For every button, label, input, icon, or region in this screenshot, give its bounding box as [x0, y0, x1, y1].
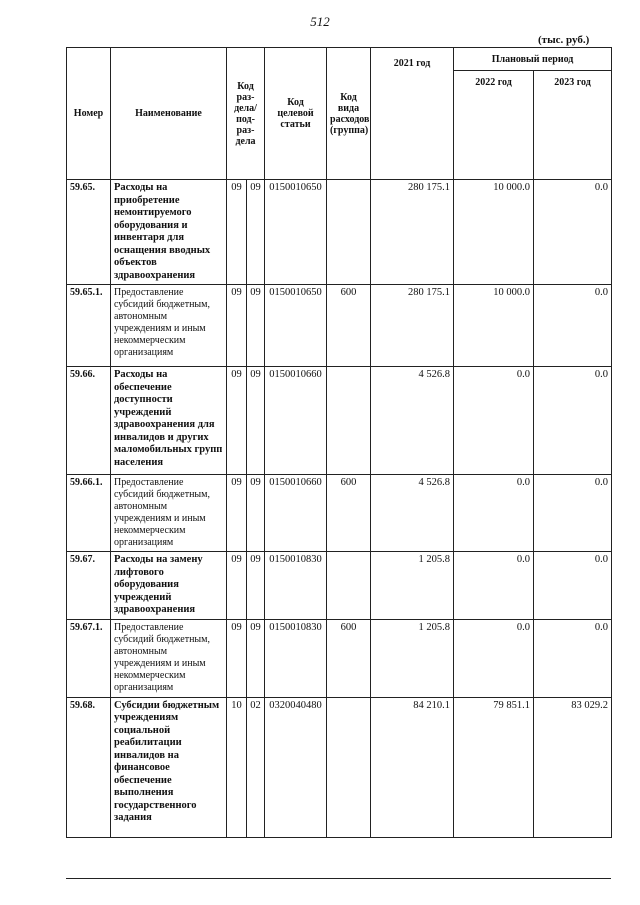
- row-name: Субсидии бюджетным учреждениям социальной реабилитации инвалидов на финансовое обеспечение выполнения государственного задания: [111, 697, 227, 837]
- header-name: Наименование: [111, 48, 227, 180]
- header-section: Код раз-дела/ под-раз-дела: [227, 48, 265, 180]
- row-section: 09: [227, 367, 247, 475]
- row-value-2021: 1 205.8: [371, 619, 454, 697]
- footer-divider: [66, 878, 611, 879]
- table-row: [67, 697, 612, 837]
- row-number: 59.66.: [67, 367, 111, 475]
- row-section: 09: [227, 285, 247, 367]
- row-subsection: 02: [247, 697, 265, 837]
- header-2023: 2023 год: [534, 71, 612, 180]
- row-value-2023: 0.0: [534, 619, 612, 697]
- row-target-code: 0150010650: [265, 180, 327, 285]
- row-value-2023: 0.0: [534, 552, 612, 620]
- row-section: 09: [227, 552, 247, 620]
- row-target-code: 0150010660: [265, 367, 327, 475]
- page-number: 512: [310, 14, 330, 29]
- row-expense-code: [327, 697, 371, 837]
- row-number: 59.67.: [67, 552, 111, 620]
- row-value-2021: 84 210.1: [371, 697, 454, 837]
- row-target-code: 0150010660: [265, 475, 327, 552]
- row-value-2022: 79 851.1: [454, 697, 534, 837]
- row-subsection: 09: [247, 285, 265, 367]
- table-body: [67, 180, 612, 838]
- header-2021: 2021 год: [371, 48, 454, 180]
- row-value-2023: 0.0: [534, 475, 612, 552]
- table-row: [67, 552, 612, 620]
- row-value-2022: 0.0: [454, 367, 534, 475]
- row-number: 59.68.: [67, 697, 111, 837]
- row-value-2022: 0.0: [454, 552, 534, 620]
- row-target-code: 0320040480: [265, 697, 327, 837]
- row-name: Расходы на обеспечение доступности учреждений здравоохранения для инвалидов и других маломобильных групп населения: [111, 367, 227, 475]
- row-expense-code: 600: [327, 619, 371, 697]
- row-subsection: 09: [247, 619, 265, 697]
- row-value-2022: 10 000.0: [454, 180, 534, 285]
- row-subsection: 09: [247, 180, 265, 285]
- row-value-2021: 1 205.8: [371, 552, 454, 620]
- row-expense-code: [327, 180, 371, 285]
- table-row: [67, 619, 612, 697]
- row-value-2022: 0.0: [454, 619, 534, 697]
- header-expense: Код вида расходов (группа): [327, 48, 371, 180]
- row-target-code: 0150010650: [265, 285, 327, 367]
- row-value-2021: 280 175.1: [371, 180, 454, 285]
- table-row: [67, 475, 612, 552]
- row-expense-code: 600: [327, 475, 371, 552]
- row-name: Предоставление субсидий бюджетным, автономным учреждениям и иным некоммерческим организациям: [111, 285, 227, 367]
- row-name: Расходы на приобретение немонтируемого оборудования и инвентаря для оснащения вводных объектов здравоохранения: [111, 180, 227, 285]
- header-num: Номер: [67, 48, 111, 180]
- row-value-2021: 4 526.8: [371, 475, 454, 552]
- header-planned: Плановый период: [454, 48, 612, 71]
- row-section: 09: [227, 180, 247, 285]
- row-section: 10: [227, 697, 247, 837]
- row-value-2021: 280 175.1: [371, 285, 454, 367]
- row-value-2023: 83 029.2: [534, 697, 612, 837]
- row-name: Предоставление субсидий бюджетным, автономным учреждениям и иным некоммерческим организациям: [111, 475, 227, 552]
- row-subsection: 09: [247, 475, 265, 552]
- row-section: 09: [227, 619, 247, 697]
- row-expense-code: 600: [327, 285, 371, 367]
- row-expense-code: [327, 552, 371, 620]
- table-row: [67, 367, 612, 475]
- row-section: 09: [227, 475, 247, 552]
- row-name: Предоставление субсидий бюджетным, автономным учреждениям и иным некоммерческим организациям: [111, 619, 227, 697]
- row-number: 59.65.: [67, 180, 111, 285]
- row-expense-code: [327, 367, 371, 475]
- row-number: 59.67.1.: [67, 619, 111, 697]
- row-number: 59.65.1.: [67, 285, 111, 367]
- row-name: Расходы на замену лифтового оборудования учреждений здравоохранения: [111, 552, 227, 620]
- row-subsection: 09: [247, 367, 265, 475]
- units-label: (тыс. руб.): [538, 34, 590, 46]
- row-subsection: 09: [247, 552, 265, 620]
- row-target-code: 0150010830: [265, 552, 327, 620]
- row-number: 59.66.1.: [67, 475, 111, 552]
- row-value-2022: 0.0: [454, 475, 534, 552]
- row-value-2022: 10 000.0: [454, 285, 534, 367]
- table-row: [67, 285, 612, 367]
- row-value-2021: 4 526.8: [371, 367, 454, 475]
- row-target-code: 0150010830: [265, 619, 327, 697]
- row-value-2023: 0.0: [534, 367, 612, 475]
- table-row: [67, 180, 612, 285]
- header-2022: 2022 год: [454, 71, 534, 180]
- header-target: Код целевой статьи: [265, 48, 327, 180]
- row-value-2023: 0.0: [534, 180, 612, 285]
- row-value-2023: 0.0: [534, 285, 612, 367]
- budget-table: [66, 47, 612, 838]
